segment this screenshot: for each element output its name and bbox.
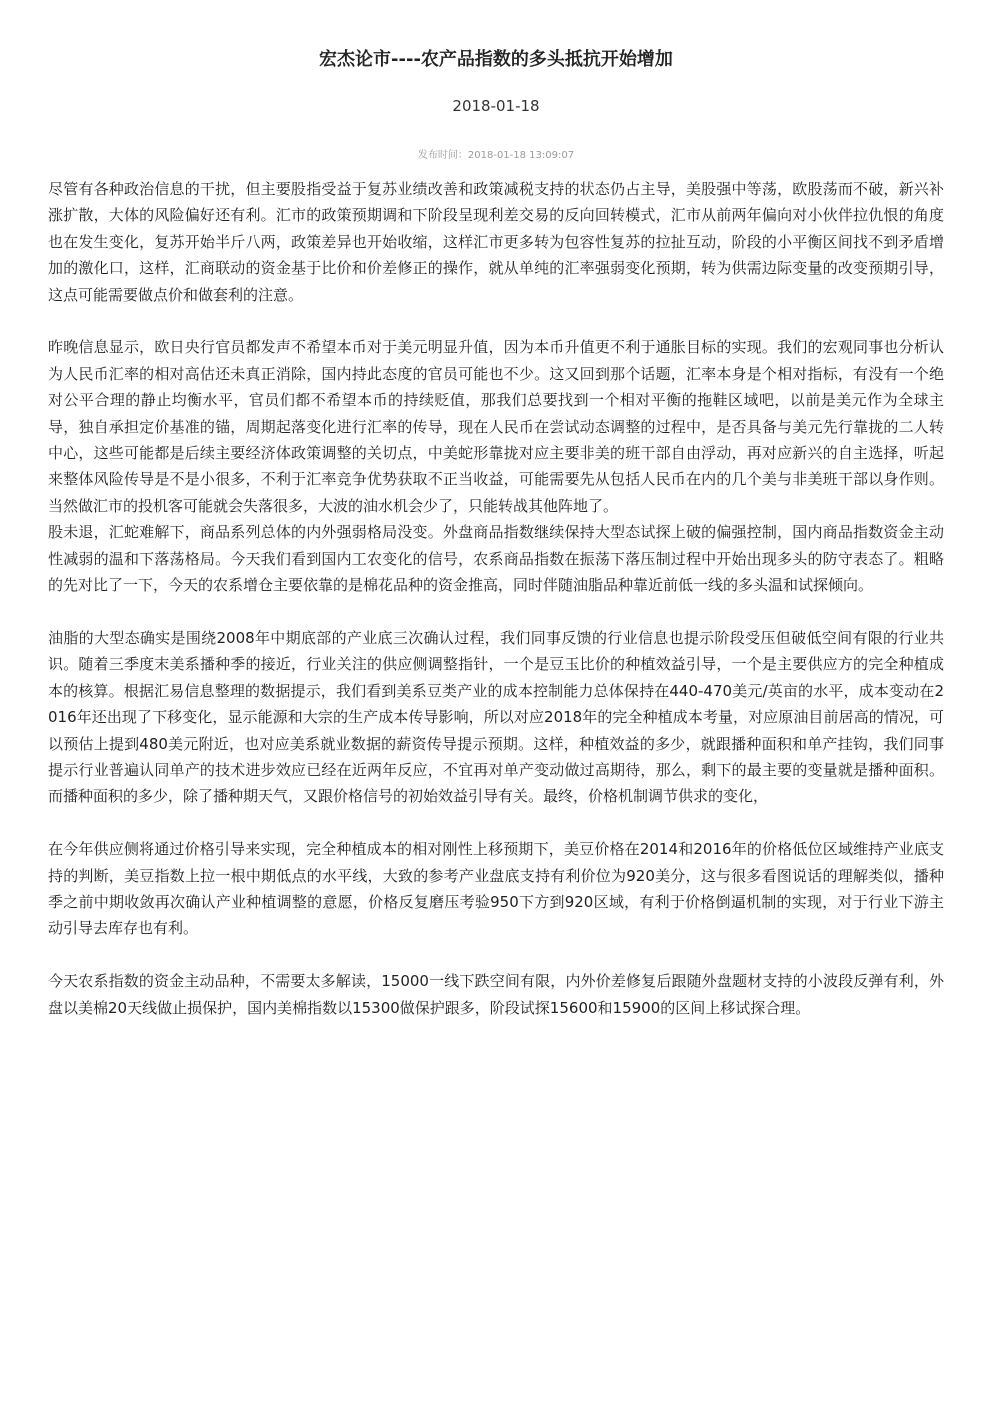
paragraph-spacer: [48, 810, 944, 836]
article-title: 宏杰论市----农产品指数的多头抵抗开始增加: [319, 49, 673, 70]
article-date: 2018-01-18: [452, 97, 540, 115]
paragraph-1: 尽管有各种政治信息的干扰，但主要股指受益于复苏业绩改善和政策减税支持的状态仍占主导，美股强中等荡，欧股荡而不破，新兴补涨扩散，大体的风险偏好还有利。汇市的政策预期调和下阶段呈现利差交易的反向回转模式，汇市从前两年偏向对小伙伴拉仇恨的角度也在发生变化，复苏开始半斤八两，政策差异也开始收缩，这样汇市更多转为包容性复苏的拉扯互动，阶段的小平衡区间找不到矛盾增加的激化口，这样，汇商联动的资金基于比价和价差修正的操作，就从单纯的汇率强弱变化预期，转为供需边际变量的改变预期引导，这点可能需要做点价和做套利的注意。: [48, 180, 944, 304]
paragraph-spacer: [48, 598, 944, 624]
paragraph-spacer: [48, 308, 944, 334]
paragraph-5: 在今年供应侧将通过价格引导来实现，完全种植成本的相对刚性上移预期下，美豆价格在2014和2016年的价格低位区域维持产业底支持的判断，美豆指数上拉一根中期低点的水平线，大致的参考产业盘底支持有利价位为920美分，这与很多看图说话的理解类似，播种季之前中期收敛再次确认产业种植调整的意愿，价格反复磨压考验950下方到920区域，有利于价格倒逼机制的实现，对于行业下游主动引导去库存也有利。: [48, 840, 944, 938]
paragraph-4: 油脂的大型态确实是围绕2008年中期底部的产业底三次确认过程，我们同事反馈的行业信息也提示阶段受压但破低空间有限的行业共识。随着三季度末美系播种季的接近，行业关注的供应侧调整指针，一个是豆玉比价的种植效益引导，一个是主要供应方的完全种植成本的核算。根据汇易信息整理的数据提示，我们看到美系豆类产业的成本控制能力总体保持在440-470美元/英亩的水平，成本变动在2016年还出现了下移变化，显示能源和大宗的生产成本传导影响，所以对应2018年的完全种植成本考量，对应原油目前居高的情况，可以预估上提到480美元附近，也对应美系就业数据的薪资传导提示预期。这样，种植效益的多少，就跟播种面积和单产挂钩，我们同事提示行业普遍认同单产的技术进步效应已经在近两年反应，不宜再对单产变动做过高期待，那么，剩下的最主要的变量就是播种面积。而播种面积的多少，除了播种期天气，又跟价格信号的初始效益引导有关。最终，价格机制调节供求的变化，: [48, 628, 944, 806]
paragraph-spacer: [48, 942, 944, 968]
paragraph-2: 昨晚信息显示，欧日央行官员都发声不希望本币对于美元明显升值，因为本币升值更不利于通胀目标的实现。我们的宏观同事也分析认为人民币汇率的相对高估还未真正消除，国内持此态度的官员可能也不少。这又回到那个话题，汇率本身是个相对指标，有没有一个绝对公平合理的静止均衡水平，官员们都不希望本币的持续贬值，那我们总要找到一个相对平衡的拖鞋区域吧，以前是美元作为全球主导，独自承担定价基准的锚，周期起落变化进行汇率的传导，现在人民币在尝试动态调整的过程中，是否具备与美元先行靠拢的二人转中心，这些可能都是后续主要经济体政策调整的关切点，中美蛇形靠拢对应主要非美的班干部自由浮动，再对应新兴的自主选择，听起来整体风险传导是不是小很多，不利于汇率竞争优势获取不正当收益，可能需要先从包括人民币在内的几个美与非美班干部以身作则。当然做汇市的投机客可能就会失落很多，大波的油水机会少了，只能转战其他阵地了。: [48, 338, 944, 515]
paragraph-3: 股未退，汇蛇难解下，商品系列总体的内外强弱格局没变。外盘商品指数继续保持大型态试探上破的偏强控制，国内商品指数资金主动性减弱的温和下落荡格局。今天我们看到国内工农变化的信号，农系商品指数在振荡下落压制过程中开始出现多头的防守表态了。粗略的先对比了一下，今天的农系增仓主要依靠的是棉花品种的资金推高，同时伴随油脂品种靠近前低一线的多头温和试探倾向。: [48, 523, 944, 595]
article-body: [48, 176, 944, 1021]
paragraph-6: 今天农系指数的资金主动品种，不需要太多解读，15000一线下跌空间有限，内外价差修复后跟随外盘题材支持的小波段反弹有利，外盘以美棉20天线做止损保护，国内美棉指数以15300做保护跟多，阶段试探15600和15900的区间上移试探合理。: [48, 972, 944, 1017]
publish-time: 发布时间：2018-01-18 13:09:07: [417, 150, 575, 161]
